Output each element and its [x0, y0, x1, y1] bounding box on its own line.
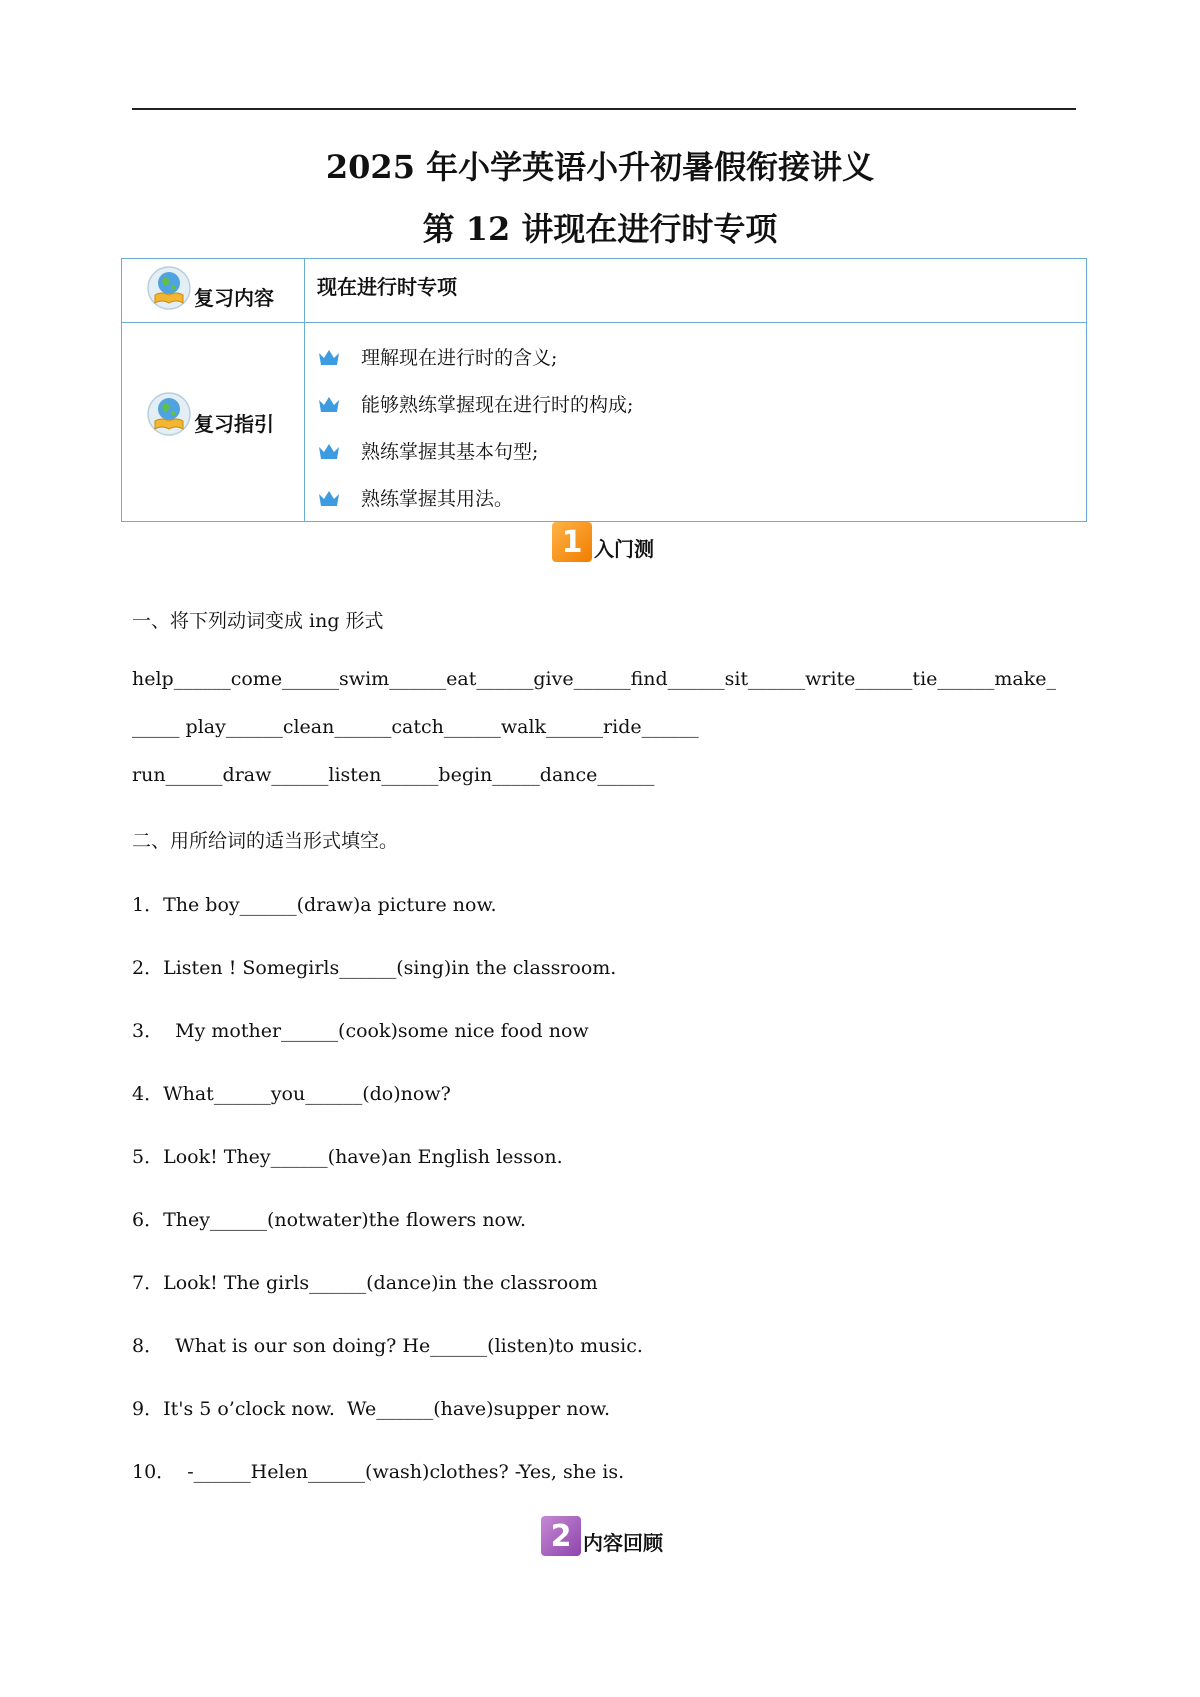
exercise-item: 8． What is our son doing? He______(listen)to music.: [132, 1335, 643, 1357]
exercise-item: 9．It's 5 o’clock now. We______(have)supper now.: [132, 1398, 610, 1420]
section-title: 入门测: [594, 537, 654, 561]
guide-item: [317, 427, 1086, 474]
review-guide-label-cell: [122, 323, 305, 522]
review-guide-label: [146, 391, 274, 437]
exercise-item: 2．Listen ! Somegirls______(sing)in the classroom.: [132, 957, 617, 979]
globe-book-icon: [146, 265, 192, 311]
review-guide-cell: [305, 323, 1087, 522]
guide-item-text: 熟练掌握其用法。: [361, 488, 514, 510]
page-title: 2025 年小学英语小升初暑假衔接讲义: [325, 148, 875, 186]
lesson-subtitle: 第 12 讲现在进行时专项: [422, 210, 778, 248]
crown-icon: [317, 394, 341, 414]
crown-icon: [317, 441, 341, 461]
guide-item-text: 能够熟练掌握现在进行时的构成;: [361, 394, 634, 416]
exercise-item: 5．Look! They______(have)an English lesson.: [132, 1146, 563, 1168]
part2-heading: 二、用所给词的适当形式填空。: [132, 830, 399, 852]
crown-icon: [317, 488, 341, 508]
guide-item-text: 理解现在进行时的含义;: [361, 347, 558, 369]
exercise-item: 4．What______you______(do)now?: [132, 1083, 451, 1105]
top-rule: [132, 108, 1076, 110]
exercise-item: 10． -______Helen______(wash)clothes? -Yes, she is.: [132, 1461, 625, 1483]
part1-heading: 一、将下列动词变成 ing 形式: [132, 610, 384, 632]
review-content-label-text: 复习内容: [194, 286, 274, 310]
exercise-item: 3． My mother______(cook)some nice food now: [132, 1020, 589, 1042]
guide-list: [305, 323, 1086, 521]
section-2-header: [541, 1516, 663, 1556]
section-1-header: [552, 522, 654, 562]
guide-item: [317, 380, 1086, 427]
globe-book-icon: [146, 391, 192, 437]
section-number-badge: 2: [541, 1516, 581, 1556]
review-content-label: [146, 265, 274, 311]
guide-item: [317, 474, 1086, 521]
verb-line: _____ play______clean______catch______walk______ride______: [132, 716, 699, 738]
exercise-item: 7．Look! The girls______(dance)in the classroom: [132, 1272, 598, 1294]
guide-item: [317, 333, 1086, 380]
section-number-badge: 1: [552, 522, 592, 562]
review-table: [121, 258, 1087, 522]
crown-icon: [317, 347, 341, 367]
exercise-item: 6．They______(notwater)the flowers now.: [132, 1209, 527, 1231]
exercise-item: 1．The boy______(draw)a picture now.: [132, 894, 497, 916]
section-title: 内容回顾: [583, 1531, 663, 1555]
review-content-value: 现在进行时专项: [305, 259, 1087, 323]
review-content-label-cell: [122, 259, 305, 323]
verb-line: help______come______swim______eat______give______find______sit______write______tie______make_: [132, 668, 1056, 690]
review-guide-row: [122, 323, 1087, 522]
review-content-row: [122, 259, 1087, 323]
guide-item-text: 熟练掌握其基本句型;: [361, 441, 539, 463]
review-guide-label-text: 复习指引: [194, 412, 274, 436]
verb-line: run______draw______listen______begin_____dance______: [132, 764, 655, 786]
